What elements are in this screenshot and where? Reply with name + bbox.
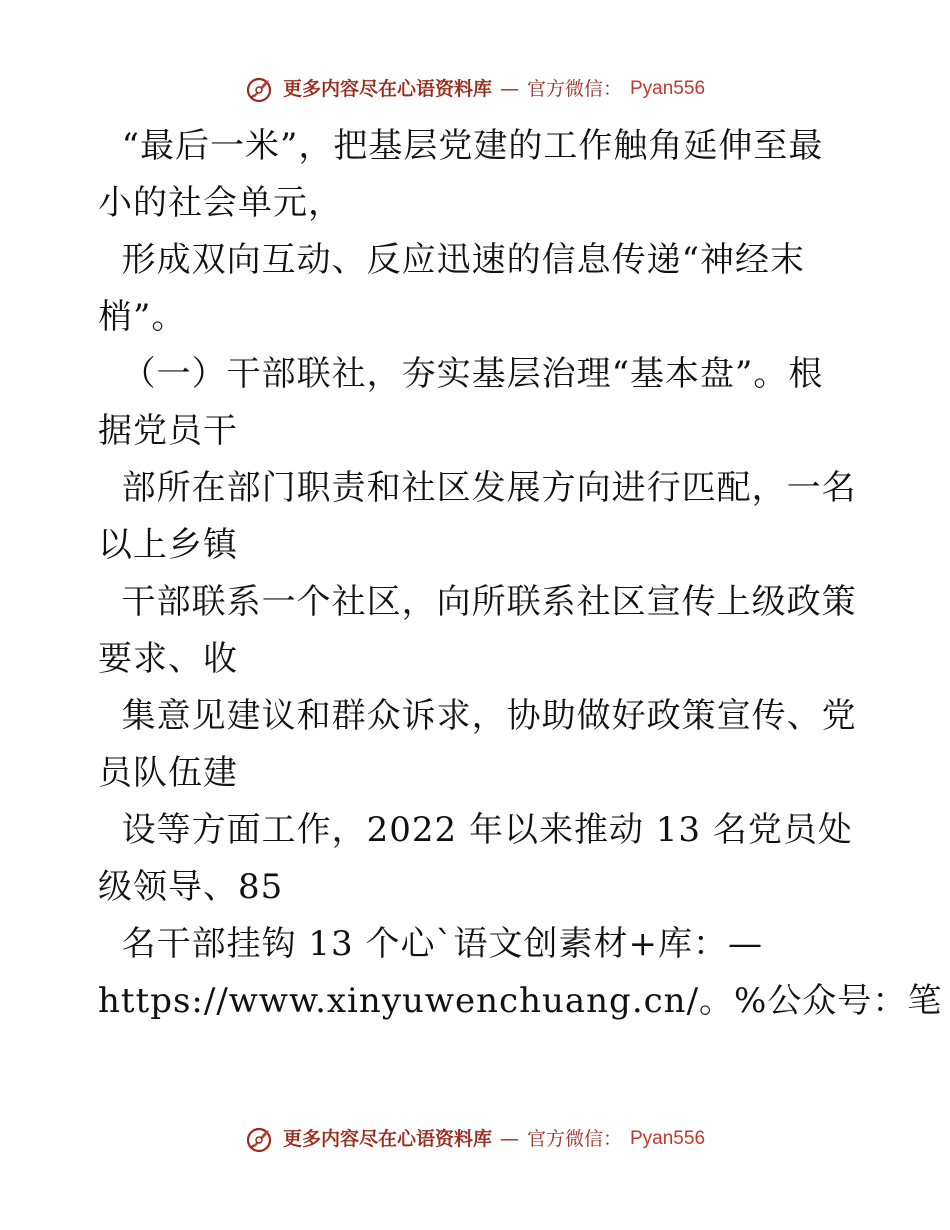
body-line: 小的社会单元， (98, 183, 343, 223)
body-line: （一）干部联社，夯实基层治理“基本盘”。根 (98, 354, 824, 394)
banner-wechat-label: 官方微信： (526, 78, 622, 100)
body-line: https://www.xinyuwenchuang.cn/。%公众号：笔 (98, 981, 943, 1021)
banner-wechat-id: Pyan556 (630, 78, 706, 99)
document-body (98, 118, 943, 1030)
quill-pen-icon (245, 1124, 275, 1154)
body-line: 以上乡镇 (98, 525, 238, 565)
body-line: 形成双向互动、反应迅速的信息传递“神经末 (98, 240, 805, 280)
body-line: 员队伍建 (98, 753, 238, 793)
body-line: 据党员干 (98, 411, 238, 451)
banner-lead-text: 更多内容尽在心语资料库 (282, 78, 492, 100)
body-line: 要求、收 (98, 639, 238, 679)
body-line: 名干部挂钩 13 个心`语文创素材+库：— (98, 924, 763, 964)
banner-lead-text: 更多内容尽在心语资料库 (282, 1128, 492, 1150)
banner-wechat-id: Pyan556 (630, 1128, 706, 1149)
header-watermark-banner (0, 74, 950, 104)
banner-dash: — (499, 1128, 519, 1150)
body-line: 干部联系一个社区，向所联系社区宣传上级政策 (98, 582, 857, 622)
body-line: 梢”。 (98, 297, 187, 337)
body-line: 部所在部门职责和社区发展方向进行匹配，一名 (98, 468, 857, 508)
body-line: “最后一米”，把基层党建的工作触角延伸至最 (98, 126, 824, 166)
footer-watermark-banner (0, 1124, 950, 1154)
body-line: 设等方面工作，2022 年以来推动 13 名党员处 (98, 810, 853, 850)
banner-dash: — (499, 78, 519, 100)
body-line: 级领导、85 (98, 867, 284, 907)
banner-wechat-label: 官方微信： (526, 1128, 622, 1150)
quill-pen-icon (245, 74, 275, 104)
body-line: 集意见建议和群众诉求，协助做好政策宣传、党 (98, 696, 857, 736)
